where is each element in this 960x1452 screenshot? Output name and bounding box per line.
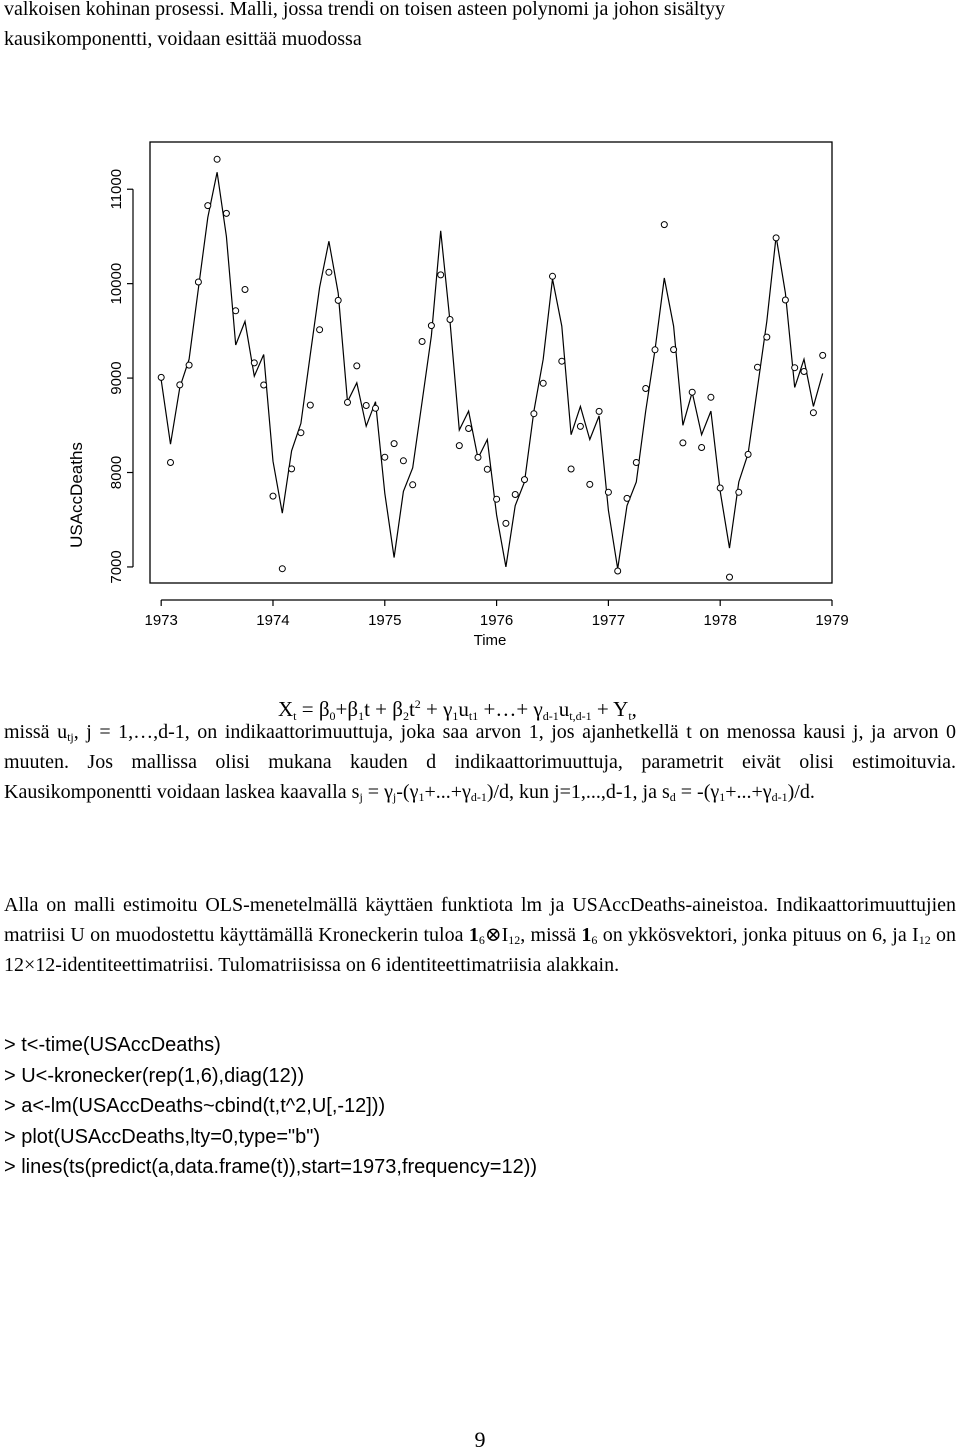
data-point [177, 382, 183, 388]
data-point [615, 568, 621, 574]
plot-axes [108, 142, 849, 629]
x-tick-label: 1978 [703, 612, 737, 629]
data-point [801, 369, 807, 375]
data-point [531, 411, 537, 417]
x-tick-label: 1979 [815, 612, 849, 629]
data-point [195, 279, 201, 285]
data-point [261, 382, 267, 388]
data-point [680, 440, 686, 446]
y-tick-label: 10000 [108, 262, 125, 305]
y-tick-label: 7000 [108, 550, 125, 584]
data-point [568, 466, 574, 472]
data-point [168, 460, 174, 466]
model-formula: $X_t = \beta_0+\beta_1t + \beta_2t^2 + \gamma_1u_{t1}$ +…+ $\gamma_{d-1}u_{t,d-1} + Y_t$, [278, 697, 637, 723]
data-point [438, 272, 444, 278]
data-point [400, 458, 406, 464]
code-line: > lines(ts(predict(a,data.frame(t)),start=1973,frequency=12)) [4, 1156, 538, 1179]
x-tick-label: 1973 [144, 612, 178, 629]
code-line: > t<-time(USAccDeaths) [4, 1034, 221, 1056]
data-point [456, 443, 462, 449]
code-line: > a<-lm(USAccDeaths~cbind(t,t^2,U[,-12])) [4, 1095, 386, 1118]
data-point [289, 466, 295, 472]
data-point [233, 308, 239, 314]
data-point [354, 363, 360, 369]
data-point [605, 489, 611, 495]
data-point [382, 454, 388, 460]
intro-line-1: valkoisen kohinan prosessi. Malli, jossa trendi on toisen asteen polynomi ja johon sisältyy [4, 0, 726, 20]
explanation-paragraph: missä $u_{tj}$, j = 1,…,d-1, on indikaattorimuuttuja, joka saa arvon 1, jos ajanhetkellä t on menossa kausi j, ja arvon 0 muuten. Jos mallissa olisi mukana kauden d indikaattorimuuttuja, parametrit eivät olisi estimoituvia. Kausikomponentti voidaan laskea kaavalla $s_j = \gamma_j-(\gamma_1+...+\gamma_{d-1})/d$, kun j=1,...,d-1, ja $s_d = -(\gamma_1+...+\gamma_{d-1})/d$. [4, 721, 956, 804]
data-point [391, 441, 397, 447]
data-point [810, 410, 816, 416]
data-point [540, 380, 546, 386]
data-point [717, 485, 723, 491]
data-point [373, 405, 379, 411]
data-point [764, 334, 770, 340]
page-number: 9 [474, 1427, 486, 1452]
x-axis-label: Time [473, 632, 507, 649]
data-point [736, 489, 742, 495]
data-point [550, 273, 556, 279]
data-point [624, 495, 630, 501]
data-point [326, 269, 332, 275]
data-point [466, 426, 472, 432]
data-point [307, 402, 313, 408]
usaccdeaths-plot [0, 130, 960, 670]
data-point [792, 365, 798, 371]
fitted-line [161, 172, 823, 569]
data-point [345, 399, 351, 405]
data-point [503, 520, 509, 526]
code-line: > U<-kronecker(rep(1,6),diag(12)) [4, 1064, 305, 1087]
data-point [755, 364, 761, 370]
intro-paragraph [4, 0, 956, 54]
x-tick-label: 1975 [368, 612, 402, 629]
data-point [186, 362, 192, 368]
data-point [242, 287, 248, 293]
data-point [317, 327, 323, 333]
data-point [689, 389, 695, 395]
data-point [447, 317, 453, 323]
data-point [494, 496, 500, 502]
data-point [363, 403, 369, 409]
data-point [587, 481, 593, 487]
data-point [428, 323, 434, 329]
data-point [727, 574, 733, 580]
data-point [745, 451, 751, 457]
data-point [820, 352, 826, 358]
data-point [512, 492, 518, 498]
data-point [298, 430, 304, 436]
y-axis-label: USAccDeaths [67, 442, 86, 548]
data-point [643, 386, 649, 392]
x-tick-label: 1974 [256, 612, 290, 629]
data-point [708, 394, 714, 400]
data-point [158, 374, 164, 380]
data-point [223, 210, 229, 216]
y-tick-label: 11000 [108, 168, 125, 210]
data-point [205, 203, 211, 209]
intro-line-2: kausikomponentti, voidaan esittää muodossa [4, 28, 362, 50]
data-point [633, 460, 639, 466]
data-point [559, 358, 565, 364]
data-point [475, 454, 481, 460]
data-point [410, 482, 416, 488]
fitted-series-line [161, 172, 823, 569]
data-point [577, 423, 583, 429]
data-point [270, 493, 276, 499]
data-point [652, 347, 658, 353]
x-tick-label: 1977 [591, 612, 626, 629]
data-point [484, 466, 490, 472]
data-point [419, 339, 425, 345]
data-point [214, 156, 220, 162]
x-tick-label: 1976 [479, 612, 514, 629]
code-line: > plot(USAccDeaths,lty=0,type="b") [4, 1125, 321, 1148]
ols-paragraph: Alla on malli estimoitu OLS-menetelmällä käyttäen funktiota lm ja USAccDeaths-aineistoa. Indikaattorimuuttujien matriisi U on muodostettu käyttämällä Kroneckerin tuloa $1_6\otimes I_{12}$, missä $1_6$ on ykkösvektori, jonka pituus on 6, ja $I_{12}$ on 12×12-identiteettimatriisi. Tulomatriisissa on 6 identiteettimatriisia alakkain. [4, 894, 957, 976]
data-point [522, 477, 528, 483]
data-point [335, 297, 341, 303]
y-tick-label: 9000 [108, 361, 125, 395]
data-point [671, 347, 677, 353]
data-point [661, 222, 667, 228]
data-point [596, 408, 602, 414]
y-tick-label: 8000 [108, 455, 125, 490]
data-point [279, 566, 285, 572]
data-point [251, 360, 257, 366]
data-point [782, 297, 788, 303]
data-point [699, 445, 705, 451]
r-code-block [4, 1030, 537, 1183]
data-point [773, 235, 779, 241]
